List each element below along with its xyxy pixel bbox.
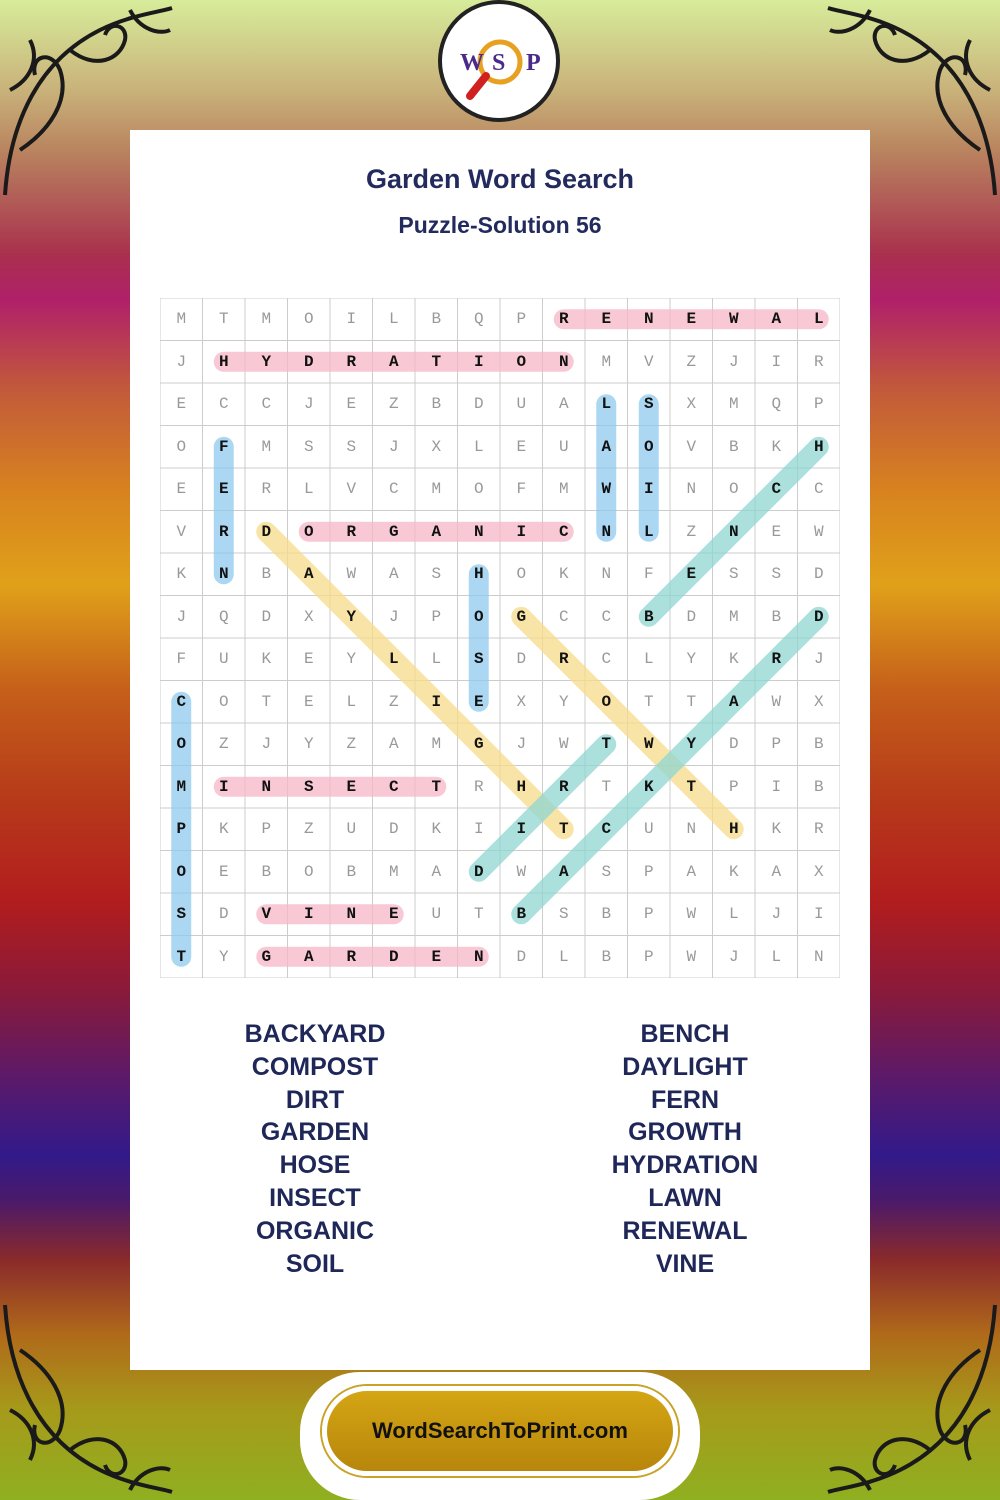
grid-letter[interactable]: D xyxy=(261,522,272,541)
grid-letter[interactable]: S xyxy=(303,777,314,796)
grid-letter[interactable]: Q xyxy=(473,310,484,328)
website-button[interactable]: WordSearchToPrint.com xyxy=(322,1386,678,1476)
grid-letter[interactable]: C xyxy=(558,522,569,541)
grid-letter[interactable]: D xyxy=(813,607,824,626)
grid-letter[interactable]: C xyxy=(261,395,272,413)
grid-letter[interactable]: T xyxy=(601,735,612,753)
grid-letter[interactable]: O xyxy=(516,352,527,371)
grid-letter[interactable]: N xyxy=(218,565,229,583)
page-title: Garden Word Search xyxy=(365,164,635,194)
grid-letter[interactable]: N xyxy=(728,522,739,541)
grid-letter[interactable]: C xyxy=(601,820,612,838)
grid-letter[interactable]: T xyxy=(686,692,697,711)
grid-letter[interactable]: M xyxy=(176,777,187,796)
grid-letter[interactable]: E xyxy=(431,947,442,966)
grid-letter[interactable]: C xyxy=(601,650,612,668)
grid-letter[interactable]: V xyxy=(686,437,697,456)
logo-letter-p: P xyxy=(526,50,541,76)
grid-letter[interactable]: U xyxy=(218,650,229,668)
grid-letter[interactable]: O xyxy=(303,862,314,881)
word-list-item: HYDRATION xyxy=(611,1151,759,1180)
grid-letter[interactable]: N xyxy=(473,947,484,966)
grid-letter[interactable]: T xyxy=(176,947,187,966)
grid-letter[interactable]: A xyxy=(686,862,697,881)
grid-letter[interactable]: I xyxy=(473,820,484,838)
grid-letter[interactable]: R xyxy=(558,777,569,796)
grid-letter[interactable]: N xyxy=(813,947,824,966)
grid-letter[interactable]: C xyxy=(388,480,399,498)
grid-letter[interactable]: Y xyxy=(346,650,357,668)
grid-letter[interactable]: J xyxy=(728,947,739,966)
grid-letter[interactable]: N xyxy=(558,352,569,371)
grid-letter[interactable]: Z xyxy=(388,692,399,711)
grid-letter[interactable]: M xyxy=(728,395,739,413)
grid-letter[interactable]: D xyxy=(516,650,527,668)
grid-letter[interactable]: B xyxy=(813,735,824,753)
grid-letter[interactable]: M xyxy=(431,480,442,498)
word-list-item: ORGANIC xyxy=(255,1216,375,1245)
grid-letter[interactable]: N xyxy=(601,522,612,541)
grid-letter[interactable]: M xyxy=(388,862,399,881)
grid-letter[interactable]: T xyxy=(431,352,442,371)
grid-letter[interactable]: I xyxy=(771,777,782,796)
grid-letter[interactable]: E xyxy=(388,905,399,923)
grid-letter[interactable]: A xyxy=(388,352,399,371)
grid-letter[interactable]: N xyxy=(473,522,484,541)
grid-letter[interactable]: D xyxy=(261,607,272,626)
grid-letter[interactable]: I xyxy=(771,352,782,371)
grid-letter[interactable]: C xyxy=(601,607,612,626)
grid-letter[interactable]: N xyxy=(346,905,357,923)
grid-letter[interactable]: A xyxy=(388,565,399,583)
grid-letter[interactable]: A xyxy=(388,735,399,753)
grid-letter[interactable]: B xyxy=(431,395,442,413)
grid-letter[interactable]: T xyxy=(473,905,484,923)
grid-letter[interactable]: E xyxy=(218,862,229,881)
grid-letter[interactable]: A xyxy=(771,310,782,328)
grid-letter[interactable]: D xyxy=(516,947,527,966)
grid-letter[interactable]: X xyxy=(431,437,442,456)
grid-letter[interactable]: B xyxy=(261,862,272,881)
grid-letter[interactable]: T xyxy=(686,777,697,796)
grid-letter[interactable]: D xyxy=(686,607,697,626)
grid-letter[interactable]: X xyxy=(813,692,824,711)
grid-letter[interactable]: N xyxy=(261,777,272,796)
grid-letter[interactable]: G xyxy=(473,735,484,753)
grid-letter[interactable]: O xyxy=(218,692,229,711)
grid-letter[interactable]: T xyxy=(643,692,654,711)
word-grid xyxy=(160,298,840,978)
word-list-item: LAWN xyxy=(648,1183,722,1212)
grid-letter[interactable]: L xyxy=(388,310,399,328)
grid-letter[interactable]: B xyxy=(771,607,782,626)
grid-letter[interactable]: P xyxy=(431,607,442,626)
grid-letter[interactable]: J xyxy=(771,905,782,923)
grid-letter[interactable]: U xyxy=(558,437,569,456)
grid-letter[interactable]: G xyxy=(388,522,399,541)
grid-letter[interactable]: D xyxy=(218,905,229,923)
grid-letter[interactable]: K xyxy=(728,650,739,668)
grid-letter[interactable]: A xyxy=(431,862,442,881)
grid-letter[interactable]: I xyxy=(516,820,527,838)
grid-letter[interactable]: W xyxy=(558,735,569,753)
grid-letter[interactable]: L xyxy=(473,437,484,456)
grid-letter[interactable]: S xyxy=(473,650,484,668)
grid-letter[interactable]: S xyxy=(601,862,612,881)
grid-letter[interactable]: Z xyxy=(346,735,357,753)
grid-letter[interactable]: K xyxy=(261,650,272,668)
grid-letter[interactable]: G xyxy=(516,607,527,626)
grid-letter[interactable]: Q xyxy=(771,395,782,413)
grid-letter[interactable]: P xyxy=(643,947,654,966)
grid-letter[interactable]: Y xyxy=(303,735,314,753)
grid-letter[interactable]: W xyxy=(686,905,697,923)
grid-letter[interactable]: S xyxy=(431,565,442,583)
grid-letter[interactable]: D xyxy=(728,735,739,753)
grid-letter[interactable]: B xyxy=(601,905,612,923)
grid-letter[interactable]: N xyxy=(643,310,654,328)
grid-letter[interactable]: J xyxy=(176,607,187,626)
grid-letter[interactable]: A xyxy=(771,862,782,881)
grid-letter[interactable]: N xyxy=(686,480,697,498)
word-list-item: BACKYARD xyxy=(244,1020,386,1048)
grid-letter[interactable]: V xyxy=(346,480,357,498)
grid-letter[interactable]: Z xyxy=(303,820,314,838)
grid-letter[interactable]: J xyxy=(728,352,739,371)
grid-letter[interactable]: Y xyxy=(218,947,229,966)
grid-letter[interactable]: R xyxy=(558,310,569,328)
grid-letter[interactable]: H xyxy=(473,565,484,583)
grid-letter[interactable]: S xyxy=(303,437,314,456)
grid-letter[interactable]: C xyxy=(388,777,399,796)
grid-letter[interactable]: L xyxy=(643,650,654,668)
grid-letter[interactable]: U xyxy=(431,905,442,923)
grid-letter[interactable]: B xyxy=(643,607,654,626)
grid-letter[interactable]: C xyxy=(771,480,782,498)
grid-letter[interactable]: O xyxy=(176,735,187,753)
grid-letter[interactable]: S xyxy=(771,565,782,583)
grid-letter[interactable]: X xyxy=(303,607,314,626)
grid-letter[interactable]: L xyxy=(728,905,739,923)
grid-letter[interactable]: M xyxy=(728,607,739,626)
grid-letter[interactable]: B xyxy=(813,777,824,796)
grid-letter[interactable]: M xyxy=(431,735,442,753)
grid-letter[interactable]: E xyxy=(303,692,314,711)
word-list-item: DIRT xyxy=(285,1085,345,1114)
word-list-item: RENEWAL xyxy=(622,1216,748,1245)
grid-letter[interactable]: E xyxy=(346,395,357,413)
grid-letter[interactable]: T xyxy=(261,692,272,711)
grid-letter[interactable]: V xyxy=(643,352,654,371)
grid-letter[interactable]: F xyxy=(176,650,187,668)
grid-letter[interactable]: I xyxy=(813,905,824,923)
grid-letter[interactable]: F xyxy=(516,480,527,498)
grid-letter[interactable]: A xyxy=(558,862,569,881)
grid-letter[interactable]: O xyxy=(303,310,314,328)
grid-letter[interactable]: E xyxy=(303,650,314,668)
grid-letter[interactable]: S xyxy=(643,395,654,413)
grid-letter[interactable]: P xyxy=(771,735,782,753)
word-list-item: COMPOST xyxy=(251,1052,379,1081)
grid-letter[interactable]: O xyxy=(176,862,187,881)
word-list-item: DAYLIGHT xyxy=(622,1052,748,1081)
grid-letter[interactable]: E xyxy=(516,437,527,456)
puzzle-sheet xyxy=(130,130,870,1370)
grid-letter[interactable]: K xyxy=(728,862,739,881)
grid-letter[interactable]: V xyxy=(176,522,187,541)
grid-letter[interactable]: R xyxy=(771,650,782,668)
grid-letter[interactable]: O xyxy=(303,522,314,541)
grid-letter[interactable]: D xyxy=(388,820,399,838)
grid-letter[interactable]: J xyxy=(516,735,527,753)
grid-letter[interactable]: H xyxy=(516,777,527,796)
grid-letter[interactable]: B xyxy=(346,862,357,881)
grid-letter[interactable]: I xyxy=(473,352,484,371)
grid-letter[interactable]: E xyxy=(601,310,612,328)
grid-letter[interactable]: A xyxy=(431,522,442,541)
grid-letter[interactable]: W xyxy=(346,565,357,583)
grid-letter[interactable]: I xyxy=(346,310,357,328)
grid-letter[interactable]: S xyxy=(558,905,569,923)
grid-letter[interactable]: H xyxy=(728,820,739,838)
grid-letter[interactable]: N xyxy=(601,565,612,583)
grid-letter[interactable]: I xyxy=(218,777,229,796)
grid-letter[interactable]: Y xyxy=(686,650,697,668)
grid-letter[interactable]: O xyxy=(473,480,484,498)
grid-letter[interactable]: Z xyxy=(218,735,229,753)
grid-letter[interactable]: L xyxy=(643,522,654,541)
grid-letter[interactable]: E xyxy=(771,522,782,541)
grid-letter[interactable]: T xyxy=(431,777,442,796)
word-list-item: INSECT xyxy=(269,1183,361,1212)
grid-letter[interactable]: L xyxy=(771,947,782,966)
grid-letter[interactable]: R xyxy=(346,352,357,371)
grid-letter[interactable]: T xyxy=(601,777,612,796)
grid-letter[interactable]: E xyxy=(176,395,187,413)
page-subtitle: Puzzle-Solution 56 xyxy=(398,212,602,238)
grid-letter[interactable]: K xyxy=(431,820,442,838)
grid-letter[interactable]: W xyxy=(601,480,612,498)
grid-letter[interactable]: X xyxy=(686,395,697,413)
grid-letter[interactable]: O xyxy=(728,480,739,498)
grid-letter[interactable]: E xyxy=(473,692,484,711)
grid-letter[interactable]: C xyxy=(813,480,824,498)
grid-letter[interactable]: J xyxy=(261,735,272,753)
grid-letter[interactable]: U xyxy=(346,820,357,838)
grid-letter[interactable]: X xyxy=(516,692,527,711)
grid-letter[interactable]: Y xyxy=(346,607,357,626)
grid-letter[interactable]: K xyxy=(771,820,782,838)
grid-letter[interactable]: O xyxy=(643,437,654,456)
grid-letter[interactable]: C xyxy=(176,692,187,711)
grid-letter[interactable]: J xyxy=(388,607,399,626)
grid-letter[interactable]: K xyxy=(176,565,187,583)
grid-letter[interactable]: F xyxy=(643,565,654,583)
word-list-item: FERN xyxy=(650,1085,720,1114)
grid-letter[interactable]: Q xyxy=(218,607,229,626)
grid-letter[interactable]: L xyxy=(388,650,399,668)
grid-letter[interactable]: B xyxy=(601,947,612,966)
grid-letter[interactable]: I xyxy=(516,522,527,541)
word-list-item: VINE xyxy=(655,1249,715,1278)
grid-letter[interactable]: S xyxy=(728,565,739,583)
grid-letter[interactable]: L xyxy=(601,395,612,413)
grid-letter[interactable]: R xyxy=(218,522,229,541)
grid-letter[interactable]: E xyxy=(686,310,697,328)
grid-letter[interactable]: J xyxy=(176,352,187,371)
grid-letter[interactable]: B xyxy=(728,437,739,456)
grid-letter[interactable]: J xyxy=(388,437,399,456)
grid-letter[interactable]: R xyxy=(473,777,484,796)
grid-letter[interactable]: X xyxy=(813,862,824,881)
grid-letter[interactable]: R xyxy=(813,352,824,371)
grid-letter[interactable]: B xyxy=(516,905,527,923)
grid-letter[interactable]: A xyxy=(558,395,569,413)
grid-letter[interactable]: P xyxy=(176,820,187,838)
grid-letter[interactable]: L xyxy=(813,310,824,328)
grid-letter[interactable]: A xyxy=(303,947,314,966)
grid-letter[interactable]: E xyxy=(176,480,187,498)
grid-letter[interactable]: E xyxy=(346,777,357,796)
grid-letter[interactable]: L xyxy=(303,480,314,498)
grid-letter[interactable]: R xyxy=(346,947,357,966)
grid-letter[interactable]: C xyxy=(558,607,569,626)
grid-letter[interactable]: Y xyxy=(558,692,569,711)
grid-letter[interactable]: Z xyxy=(686,522,697,541)
grid-letter[interactable]: K xyxy=(771,437,782,456)
grid-letter[interactable]: D xyxy=(473,862,484,881)
grid-letter[interactable]: H xyxy=(813,437,824,456)
grid-letter[interactable]: W xyxy=(771,692,782,711)
grid-letter[interactable]: S xyxy=(176,905,187,923)
grid-letter[interactable]: M xyxy=(601,352,612,371)
word-list-item: BENCH xyxy=(640,1020,730,1048)
grid-letter[interactable]: I xyxy=(431,692,442,711)
grid-letter[interactable]: J xyxy=(303,395,314,413)
grid-letter[interactable]: P xyxy=(643,862,654,881)
grid-letter[interactable]: O xyxy=(601,692,612,711)
grid-letter[interactable]: M xyxy=(558,480,569,498)
grid-letter[interactable]: L xyxy=(431,650,442,668)
grid-letter[interactable]: B xyxy=(261,565,272,583)
grid-letter[interactable]: O xyxy=(176,437,187,456)
grid-letter[interactable]: U xyxy=(516,395,527,413)
grid-letter[interactable]: P xyxy=(813,395,824,413)
grid-letter[interactable]: R xyxy=(346,522,357,541)
grid-letter[interactable]: E xyxy=(686,565,697,583)
grid-letter[interactable]: H xyxy=(218,352,229,371)
grid-letter[interactable]: D xyxy=(303,352,314,371)
grid-letter[interactable]: A xyxy=(728,692,739,711)
grid-letter[interactable]: T xyxy=(218,310,229,328)
grid-letter[interactable]: I xyxy=(643,480,654,498)
grid-letter[interactable]: D xyxy=(813,565,824,583)
grid-letter[interactable]: M xyxy=(261,437,272,456)
grid-letter[interactable]: Z xyxy=(388,395,399,413)
grid-letter[interactable]: A xyxy=(601,437,612,456)
grid-letter[interactable]: K xyxy=(218,820,229,838)
word-list-item: HOSE xyxy=(279,1151,351,1180)
grid-letter[interactable]: L xyxy=(558,947,569,966)
grid-letter[interactable]: R xyxy=(813,820,824,838)
grid-letter[interactable]: W xyxy=(516,862,527,881)
grid-letter[interactable]: P xyxy=(643,905,654,923)
word-list-right xyxy=(500,1018,870,1280)
word-list-item: GROWTH xyxy=(628,1118,742,1147)
word-list-left xyxy=(130,1018,500,1280)
grid-letter[interactable]: V xyxy=(261,905,272,923)
grid-letter[interactable]: F xyxy=(218,437,229,456)
grid-letter[interactable]: K xyxy=(558,565,569,583)
grid-letter[interactable]: W xyxy=(686,947,697,966)
grid-letter[interactable]: D xyxy=(388,947,399,966)
grid-letter[interactable]: D xyxy=(473,395,484,413)
grid-letter[interactable]: T xyxy=(558,820,569,838)
grid-letter[interactable]: P xyxy=(516,310,527,328)
grid-letter[interactable]: Z xyxy=(686,352,697,371)
grid-letter[interactable]: W xyxy=(813,522,824,541)
grid-letter[interactable]: P xyxy=(728,777,739,796)
grid-letter[interactable]: S xyxy=(346,437,357,456)
logo-letter-w: W xyxy=(460,50,484,76)
grid-letter[interactable]: R xyxy=(558,650,569,668)
grid-letter[interactable]: N xyxy=(686,820,697,838)
grid-letter[interactable]: G xyxy=(261,947,272,966)
grid-letter[interactable]: A xyxy=(303,565,314,583)
grid-letter[interactable]: W xyxy=(643,735,654,753)
word-list-item: SOIL xyxy=(285,1249,345,1278)
grid-letter[interactable]: R xyxy=(261,480,272,498)
logo-letter-s: S xyxy=(492,50,506,76)
grid-letter[interactable]: M xyxy=(261,310,272,328)
wsp-logo[interactable] xyxy=(438,0,560,122)
grid-letter[interactable]: W xyxy=(728,310,739,328)
grid-letter[interactable]: Y xyxy=(686,735,697,753)
grid-letter[interactable]: L xyxy=(346,692,357,711)
grid-letter[interactable]: E xyxy=(218,480,229,498)
grid-letter[interactable]: I xyxy=(303,905,314,923)
grid-letter[interactable]: U xyxy=(643,820,654,838)
grid-letter[interactable]: O xyxy=(473,607,484,626)
grid-letter[interactable]: O xyxy=(516,565,527,583)
grid-letter[interactable]: B xyxy=(431,310,442,328)
grid-letter[interactable]: C xyxy=(218,395,229,413)
grid-letter[interactable]: J xyxy=(813,650,824,668)
word-list-item: GARDEN xyxy=(260,1118,370,1147)
grid-letter[interactable]: K xyxy=(643,777,654,796)
magnifier-icon xyxy=(442,4,556,118)
grid-letter[interactable]: P xyxy=(261,820,272,838)
grid-letter[interactable]: Y xyxy=(261,352,272,371)
grid-letter[interactable]: M xyxy=(176,310,187,328)
